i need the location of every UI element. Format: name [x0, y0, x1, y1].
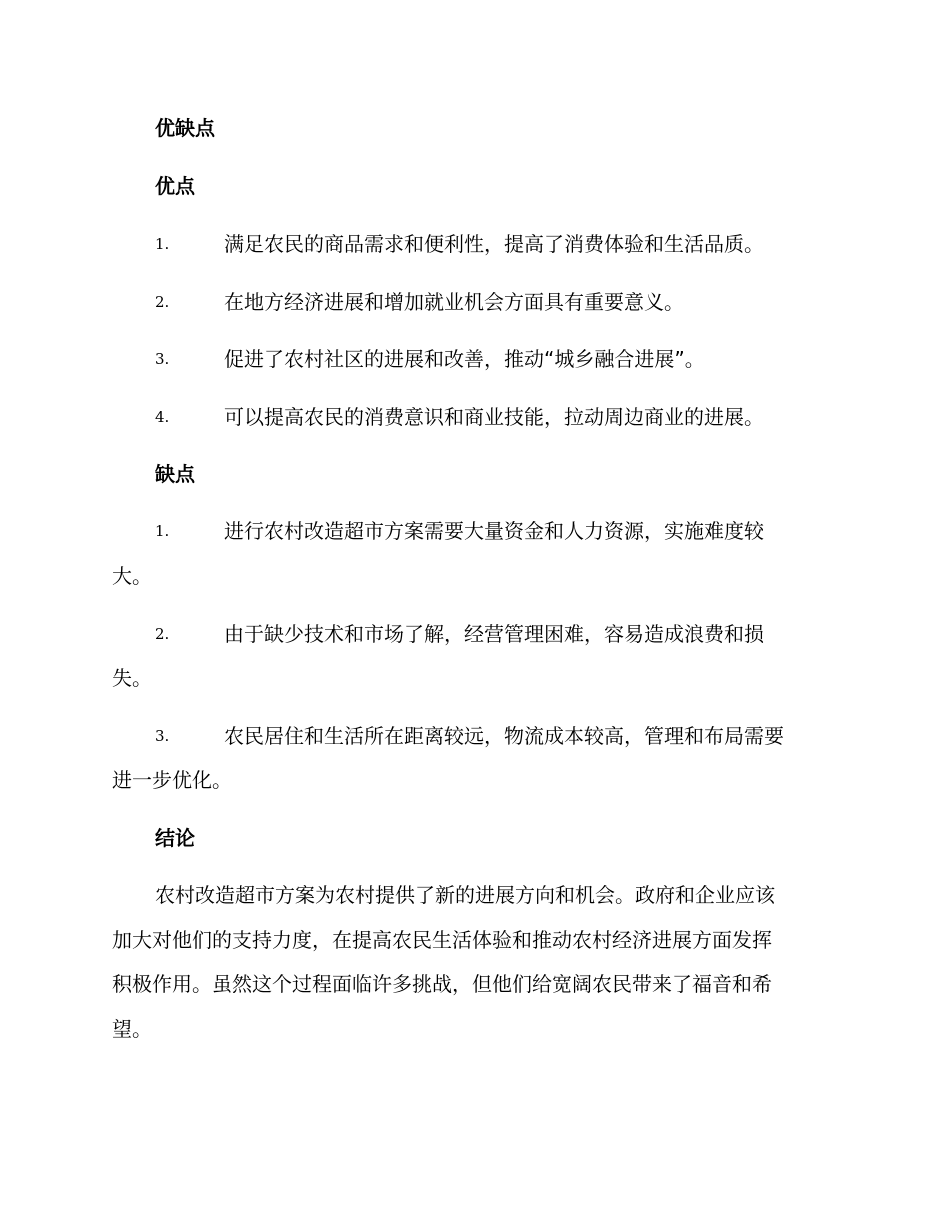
disadvantage-item-continuation: 失。	[112, 666, 152, 690]
section-heading-pros-cons: 优缺点	[155, 116, 215, 140]
list-number: 2.	[155, 293, 170, 311]
disadvantage-item-line: 由于缺少技术和市场了解，经营管理困难，容易造成浪费和损	[224, 622, 764, 646]
disadvantage-item-line: 进行农村改造超市方案需要大量资金和人力资源，实施难度较	[224, 519, 764, 543]
disadvantage-item-line: 农民居住和生活所在距离较远，物流成本较高，管理和布局需要	[224, 724, 784, 748]
list-number: 1.	[155, 522, 170, 540]
subheading-disadvantages: 缺点	[155, 462, 195, 486]
conclusion-paragraph-line: 加大对他们的支持力度，在提高农民生活体验和推动农村经济进展方面发挥	[112, 928, 772, 952]
disadvantage-item-continuation: 大。	[112, 564, 152, 588]
advantage-item: 在地方经济进展和增加就业机会方面具有重要意义。	[224, 290, 684, 314]
list-number: 3.	[155, 350, 170, 368]
disadvantage-item-continuation: 进一步优化。	[112, 768, 232, 792]
list-number: 3.	[155, 727, 170, 745]
conclusion-paragraph-line: 积极作用。虽然这个过程面临许多挑战，但他们给宽阔农民带来了福音和希	[112, 972, 772, 996]
list-number: 2.	[155, 625, 170, 643]
list-number: 1.	[155, 235, 170, 253]
subheading-conclusion: 结论	[155, 826, 195, 850]
conclusion-paragraph-line: 望。	[112, 1017, 152, 1041]
advantage-item: 满足农民的商品需求和便利性，提高了消费体验和生活品质。	[224, 232, 764, 256]
list-number: 4.	[155, 408, 170, 426]
advantage-item: 可以提高农民的消费意识和商业技能，拉动周边商业的进展。	[224, 405, 764, 429]
advantage-item: 促进了农村社区的进展和改善，推动“城乡融合进展”。	[224, 347, 705, 371]
conclusion-paragraph-line: 农村改造超市方案为农村提供了新的进展方向和机会。政府和企业应该	[155, 883, 775, 907]
subheading-advantages: 优点	[155, 174, 195, 198]
